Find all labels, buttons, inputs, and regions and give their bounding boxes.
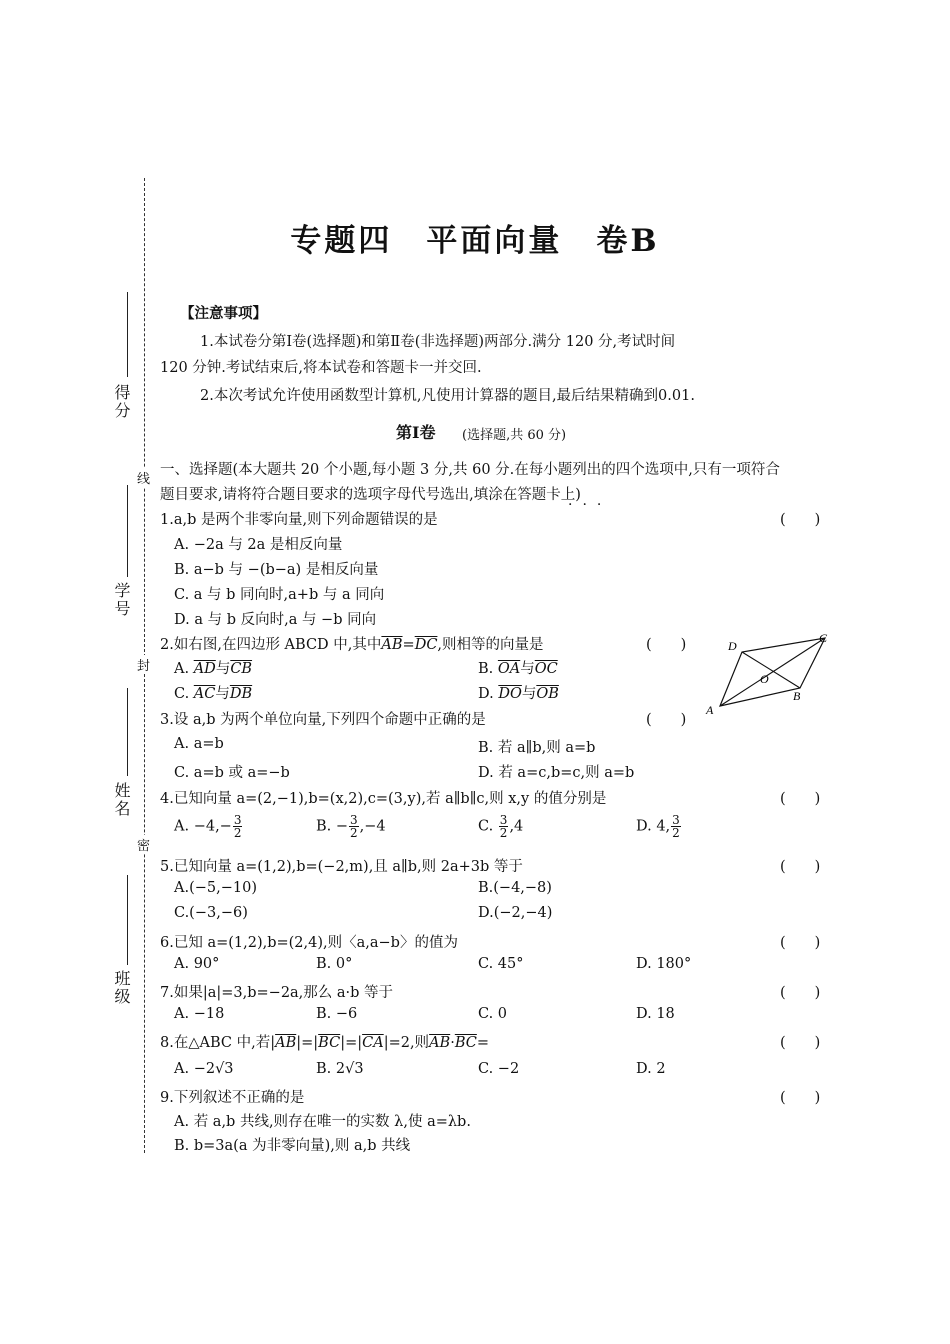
q9-option-b: B. b=3a(a 为非零向量),则 a,b 共线 <box>174 1138 411 1154</box>
q3-option-d: D. 若 a=c,b=c,则 a=b <box>478 765 635 781</box>
q3-option-c: C. a=b 或 a=−b <box>174 765 290 781</box>
notice-item2: 2.本次考试允许使用函数型计算机,凡使用计算器的题目,最后结果精确到0.01. <box>200 388 695 404</box>
q2-option-a: A. $\overline{AD}$与$\overline{CB}$ <box>174 661 253 677</box>
q7-answer-paren: ( ) <box>780 985 821 1001</box>
q2-answer-paren: ( ) <box>646 637 687 653</box>
seal-char-xian: 线 <box>137 468 150 487</box>
diagonal-bd <box>742 652 800 688</box>
q9-answer-paren: ( ) <box>780 1090 821 1106</box>
section-intro-line2: 题目要求,请将符合题目要求的选项字母代号选出,填涂在答题卡上) <box>160 487 581 503</box>
q8-answer-paren: ( ) <box>780 1035 821 1051</box>
q8-option-c: C. −2 <box>478 1061 520 1077</box>
emphasis-dots: ··· <box>568 497 612 513</box>
notice-heading: 【注意事项】 <box>180 305 267 322</box>
q5-answer-paren: ( ) <box>780 859 821 875</box>
score-blank-line <box>127 292 128 377</box>
q4-option-a: A. −4,− $\frac{3}{2}$ <box>174 813 242 840</box>
label-o: O <box>760 672 769 686</box>
q5-option-d: D.(−2,−4) <box>478 905 553 921</box>
q1-answer-paren: ( ) <box>780 512 821 528</box>
section-heading: 第Ⅰ卷 <box>396 423 436 442</box>
class-blank-line <box>127 875 128 965</box>
q1-option-a: A. −2a 与 2a 是相反向量 <box>174 537 343 553</box>
q6-option-a: A. 90° <box>174 956 220 972</box>
section-intro-line1: 一、选择题(本大题共 20 个小题,每小题 3 分,共 60 分.在每小题列出的四个选项中,只有一项符合 <box>160 462 780 478</box>
notice-item1-line1: 1.本试卷分第Ⅰ卷(选择题)和第Ⅱ卷(非选择题)两部分.满分 120 分,考试时间 <box>200 334 676 350</box>
q4-stem: 4.已知向量 a=(2,−1),b=(x,2),c=(3,y),若 a∥b∥c,则 x,y 的值分别是 <box>160 791 607 807</box>
q8-option-b: B. 2√3 <box>316 1061 364 1077</box>
fraction: $\frac{3}{2}$ <box>499 813 508 840</box>
q6-stem: 6.已知 a=(1,2),b=(2,4),则〈a,a−b〉的值为 <box>160 935 458 951</box>
q5-stem: 5.已知向量 a=(1,2),b=(−2,m),且 a∥b,则 2a+3b 等于 <box>160 859 523 875</box>
class-label: 班级 <box>112 970 131 1006</box>
q4-option-d: D. 4, $\frac{3}{2}$ <box>636 813 680 840</box>
fraction: $\frac{3}{2}$ <box>233 813 242 840</box>
q1-stem: 1.a,b 是两个非零向量,则下列命题错误的是 <box>160 512 438 528</box>
q7-option-b: B. −6 <box>316 1006 358 1022</box>
q7-option-d: D. 18 <box>636 1006 675 1022</box>
score-label: 得分 <box>112 384 131 420</box>
q3-stem: 3.设 a,b 为两个单位向量,下列四个命题中正确的是 <box>160 712 486 728</box>
parallelogram-figure <box>700 628 835 720</box>
q1-option-c: C. a 与 b 同向时,a+b 与 a 同向 <box>174 587 385 603</box>
q6-answer-paren: ( ) <box>780 935 821 951</box>
q3-answer-paren: ( ) <box>646 712 687 728</box>
q1-option-b: B. a−b 与 −(b−a) 是相反向量 <box>174 562 379 578</box>
q7-option-a: A. −18 <box>174 1006 225 1022</box>
student-id-label: 学号 <box>112 582 131 618</box>
seal-char-feng: 封 <box>137 655 150 674</box>
q8-stem: 8.在△ABC 中,若$|\overline{AB}|=|\overline{BC}|=|\overline{CA}|=2$,则$\overline{AB}\cdot\overline{BC}=$ <box>160 1035 489 1051</box>
q4-option-c: C. $\frac{3}{2}$ ,4 <box>478 813 524 840</box>
q4-answer-paren: ( ) <box>780 791 821 807</box>
q3-option-a: A. a=b <box>174 736 224 752</box>
q5-option-c: C.(−3,−6) <box>174 905 248 921</box>
fraction: $\frac{3}{2}$ <box>672 813 680 840</box>
student-id-blank-line <box>127 485 128 577</box>
q9-stem: 9.下列叙述不正确的是 <box>160 1090 305 1106</box>
q9-option-a: A. 若 a,b 共线,则存在唯一的实数 λ,使 a=λb. <box>174 1114 471 1130</box>
name-label: 姓名 <box>112 782 131 818</box>
page-title: 专题四 平面向量 卷B <box>290 223 660 259</box>
label-c: C <box>819 631 828 645</box>
name-blank-line <box>127 688 128 776</box>
label-d: D <box>728 639 737 653</box>
q4-option-b: B. − $\frac{3}{2}$ ,−4 <box>316 813 386 840</box>
q5-option-a: A.(−5,−10) <box>174 880 257 896</box>
q6-option-c: C. 45° <box>478 956 524 972</box>
q3-option-b: B. 若 a∥b,则 a=b <box>478 740 596 756</box>
section-subheading: (选择题,共 60 分) <box>462 428 567 443</box>
q8-option-d: D. 2 <box>636 1061 666 1077</box>
fraction: $\frac{3}{2}$ <box>350 813 358 840</box>
q7-option-c: C. 0 <box>478 1006 508 1022</box>
q2-option-d: D. $\overline{DO}$与$\overline{OB}$ <box>478 686 559 702</box>
q5-option-b: B.(−4,−8) <box>478 880 552 896</box>
label-b: B <box>793 689 801 703</box>
q2-option-c: C. $\overline{AC}$与$\overline{DB}$ <box>174 686 253 702</box>
notice-item1-line2: 120 分钟.考试结束后,将本试卷和答题卡一并交回. <box>160 360 482 376</box>
q2-stem: 2.如右图,在四边形 ABCD 中,其中$\overline{AB}=\overline{DC}$,则相等的向量是 <box>160 637 544 653</box>
q1-option-d: D. a 与 b 反向时,a 与 −b 同向 <box>174 612 377 628</box>
q8-option-a: A. −2√3 <box>174 1061 234 1077</box>
seal-char-mi: 密 <box>137 835 150 854</box>
label-a: A <box>706 703 714 717</box>
q6-option-b: B. 0° <box>316 956 353 972</box>
q7-stem: 7.如果|a|=3,b=−2a,那么 a·b 等于 <box>160 985 394 1001</box>
q6-option-d: D. 180° <box>636 956 692 972</box>
q2-option-b: B. $\overline{OA}$与$\overline{OC}$ <box>478 661 558 677</box>
